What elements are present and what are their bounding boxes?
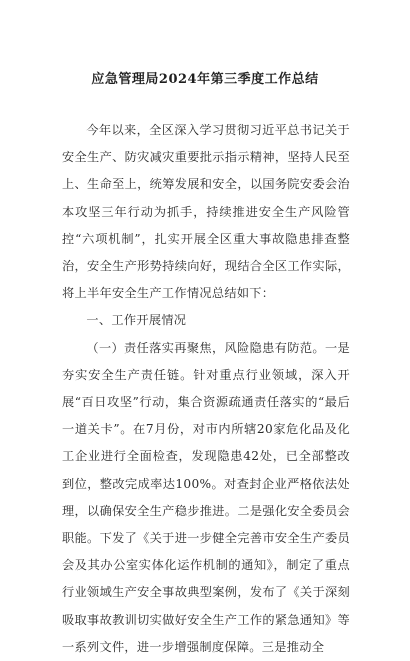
intro-paragraph: 今年以来，全区深入学习贯彻习近平总书记关于安全生产、防灾减灾重要批示指示精神，坚持人民至上、生命至上，统筹发展和安全，以国务院安委会治本攻坚三年行动为抓手，持续推进安全生产风险管控“六项机制”，扎实开展全区重大事故隐患排查整治，安全生产形势持续向好，现结合全区工作实际，将上半年安全生产工作情况总结如下： [62,123,350,301]
section-paragraph: （一）责任落实再聚焦，风险隐患有防范。一是夯实安全生产责任链。针对重点行业领域，深入开展“百日攻坚”行动，集合资源疏通责任落实的“最后一道关卡”。在7月份，对市内所辖20家危化品及化工企业进行全面检查，发现隐患42处，已全部整改到位，整改完成率达100%。对查封企业严格依法处理，以确保安全生产稳步推进。二是强化安全委员会职能。下发了《关于进一步健全完善市安全生产委员会及其办公室实体化运作机制的通知》，制定了重点行业领域生产安全事故典型案例，发布了《关于深刻吸取事故教训切实做好安全生产工作的紧急通知》等一系列文件，进一步增强制度保障。三是推动全 [62,340,350,654]
document-body [62,117,350,661]
section-heading: 一、工作开展情况 [86,313,187,328]
document-title: 应急管理局2024年第三季度工作总结 [91,72,319,87]
